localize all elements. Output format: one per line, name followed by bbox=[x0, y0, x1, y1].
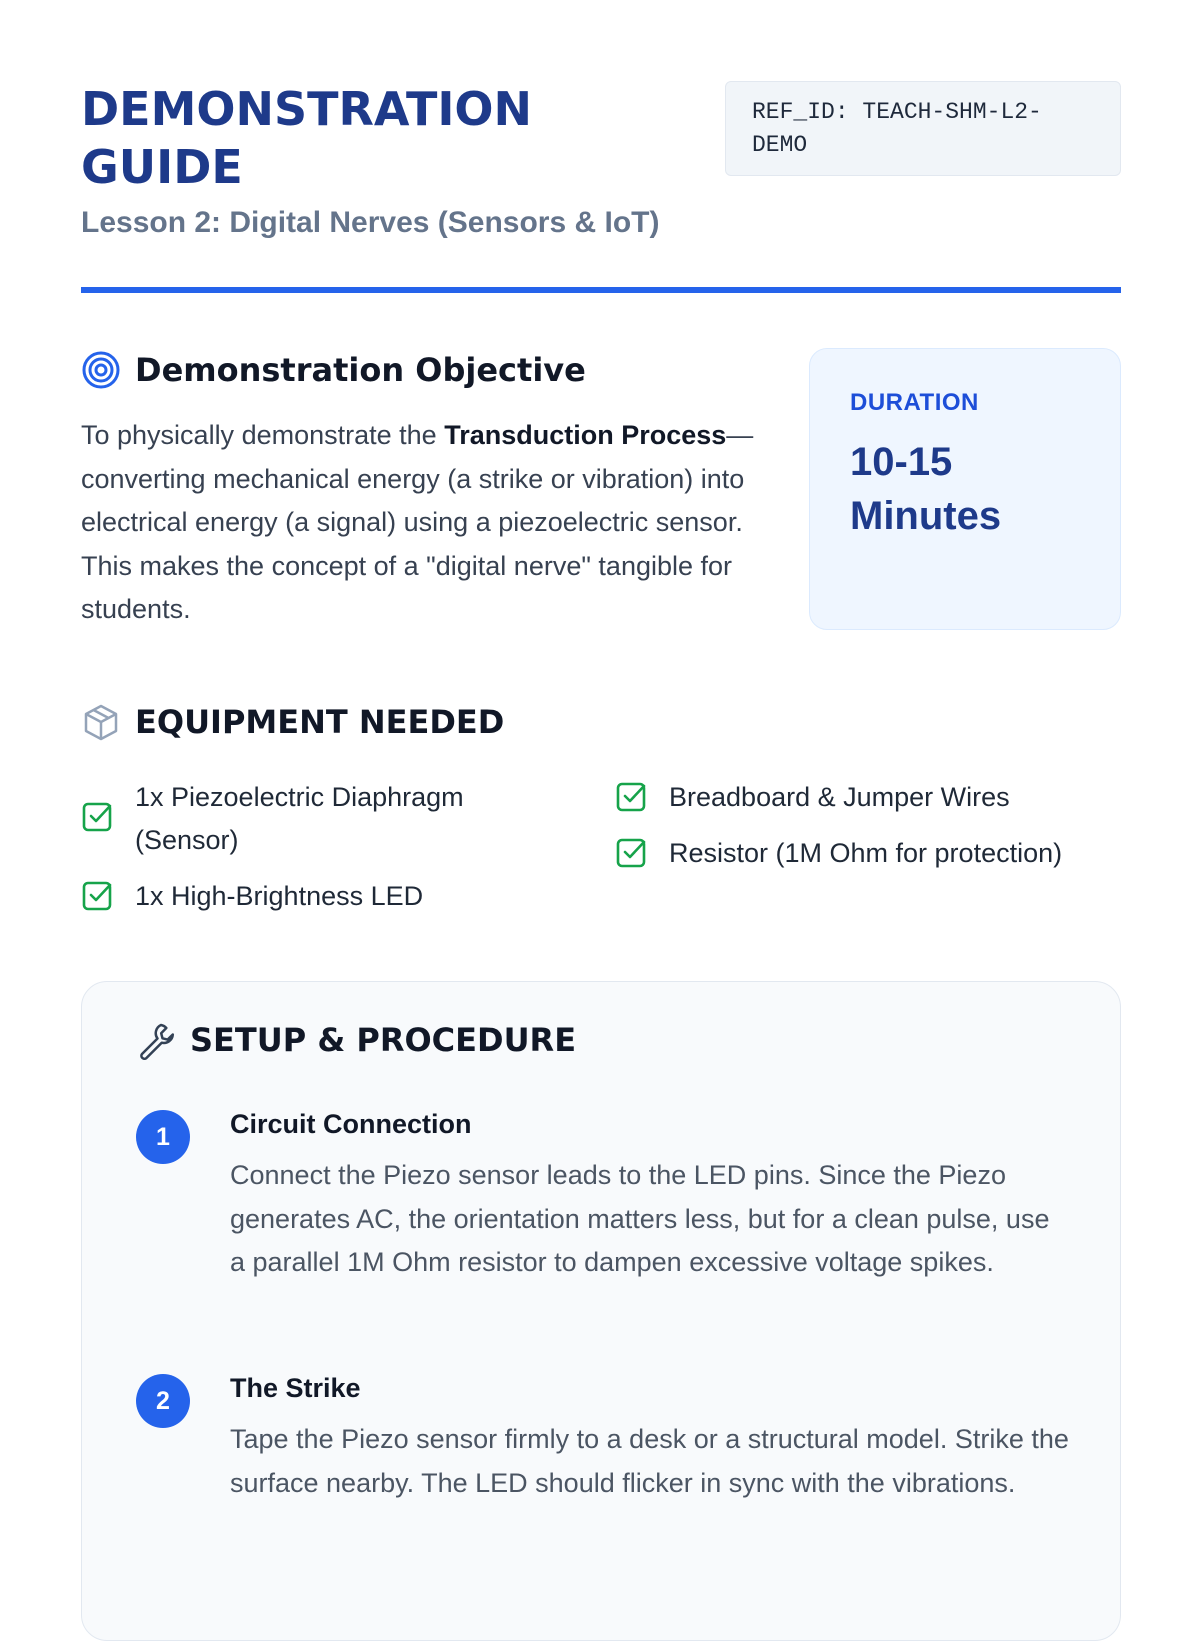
step-number-badge: 2 bbox=[136, 1374, 190, 1428]
equipment-title: EQUIPMENT NEEDED bbox=[135, 703, 505, 741]
procedure-card bbox=[81, 981, 1121, 1641]
equipment-item-label: Resistor (1M Ohm for protection) bbox=[669, 838, 1063, 868]
header-divider bbox=[81, 287, 1121, 293]
wrench-icon bbox=[136, 1020, 176, 1060]
equipment-heading bbox=[81, 700, 504, 744]
procedure-title: SETUP & PROCEDURE bbox=[190, 1021, 577, 1059]
checkbox-checked-icon bbox=[615, 780, 649, 814]
checkbox-checked-icon bbox=[615, 836, 649, 870]
equipment-item bbox=[81, 875, 541, 918]
duration-card bbox=[809, 348, 1121, 630]
step-title: Circuit Connection bbox=[230, 1109, 472, 1139]
objective-title: Demonstration Objective bbox=[135, 351, 586, 389]
duration-value: 10-15 Minutes bbox=[850, 440, 1002, 538]
checkbox-checked-icon bbox=[81, 800, 115, 834]
target-icon bbox=[81, 350, 121, 390]
checkbox-checked-icon bbox=[81, 879, 115, 913]
equipment-item bbox=[81, 776, 541, 862]
page-subtitle: Lesson 2: Digital Nerves (Sensors & IoT) bbox=[81, 206, 660, 239]
equipment-list-right bbox=[615, 776, 1121, 888]
objective-text-start: To physically demonstrate the bbox=[81, 420, 445, 450]
step-description: Tape the Piezo sensor firmly to a desk or a structural model. Strike the surface nearby. The LED should flicker in sync with the vibrations. bbox=[230, 1424, 1069, 1498]
step-number-badge: 1 bbox=[136, 1110, 190, 1164]
step-description: Connect the Piezo sensor leads to the LED pins. Since the Piezo generates AC, the orientation matters less, but for a clean pulse, use a parallel 1M Ohm resistor to dampen excessive voltage spikes. bbox=[230, 1160, 1050, 1277]
objective-heading bbox=[81, 348, 586, 392]
objective-text-emphasis: Transduction Process bbox=[444, 420, 727, 450]
step-title: The Strike bbox=[230, 1373, 361, 1403]
page-header bbox=[81, 80, 1121, 240]
box-icon bbox=[81, 702, 121, 742]
equipment-list-left bbox=[81, 776, 541, 931]
equipment-item-label: Breadboard & Jumper Wires bbox=[669, 782, 1010, 812]
equipment-item bbox=[615, 832, 1121, 875]
reference-id-box: REF_ID: TEACH-SHM-L2-DEMO bbox=[725, 81, 1121, 176]
duration-label: DURATION bbox=[850, 389, 979, 416]
objective-description bbox=[81, 414, 761, 632]
procedure-heading bbox=[136, 1018, 576, 1062]
equipment-item bbox=[615, 776, 1121, 819]
page-title: DEMONSTRATION GUIDE bbox=[81, 82, 533, 194]
equipment-item-label: 1x High-Brightness LED bbox=[135, 881, 424, 911]
equipment-item-label: 1x Piezoelectric Diaphragm (Sensor) bbox=[135, 782, 464, 855]
objective-text-end: —converting mechanical energy (a strike or vibration) into electrical energy (a signal) using a piezoelectric sensor. This makes the concept of a "digital nerve" tangible for students. bbox=[81, 420, 754, 624]
